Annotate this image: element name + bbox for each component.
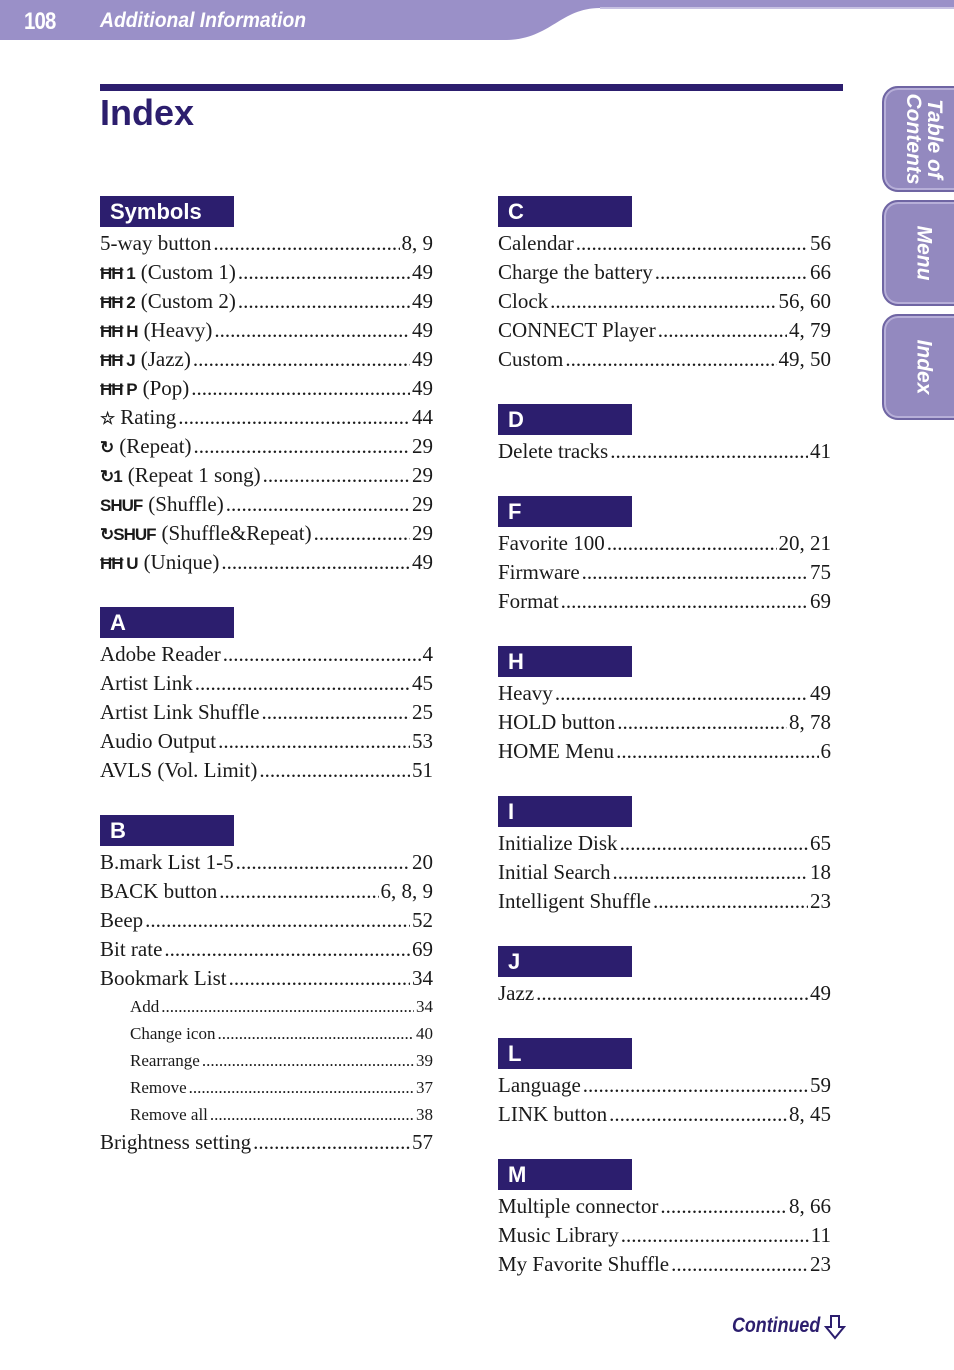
index-entry[interactable] bbox=[100, 669, 433, 698]
dot-leader bbox=[555, 679, 808, 708]
entry-term: Remove bbox=[130, 1078, 187, 1097]
dot-leader bbox=[620, 829, 808, 858]
index-entry[interactable] bbox=[498, 316, 831, 345]
page-number: 108 bbox=[24, 8, 56, 35]
entry-term: (Custom 1) bbox=[140, 260, 236, 284]
index-group bbox=[498, 496, 831, 616]
index-entry[interactable] bbox=[498, 1100, 831, 1129]
entry-term: Change icon bbox=[130, 1024, 216, 1043]
entry-term: Delete tracks bbox=[498, 439, 609, 463]
entry-term: Calendar bbox=[498, 231, 574, 255]
page-title: Index bbox=[100, 92, 195, 133]
entry-term: Favorite 100 bbox=[498, 531, 605, 555]
dot-leader bbox=[213, 229, 399, 258]
symbol-icon: ĦĦ U bbox=[100, 554, 138, 573]
entry-page-numbers[interactable]: 49 bbox=[810, 981, 831, 1005]
dot-leader bbox=[191, 374, 410, 403]
tab-index[interactable] bbox=[882, 314, 954, 420]
dot-leader bbox=[607, 529, 777, 558]
group-header: L bbox=[498, 1038, 632, 1069]
entry-page-numbers[interactable]: 49 bbox=[412, 550, 433, 574]
entry-page-numbers[interactable]: 8, 9 bbox=[401, 231, 433, 255]
symbol-icon: ↻SHUF bbox=[100, 525, 156, 544]
group-header: M bbox=[498, 1159, 632, 1190]
index-entry[interactable] bbox=[498, 1250, 831, 1279]
index-entry[interactable] bbox=[498, 858, 831, 887]
group-header: I bbox=[498, 796, 632, 827]
entry-page-numbers[interactable]: 29 bbox=[412, 521, 433, 545]
entry-term: Rearrange bbox=[130, 1051, 200, 1070]
entry-page-numbers[interactable]: 49, 50 bbox=[778, 347, 831, 371]
dot-leader bbox=[616, 737, 818, 766]
dot-leader bbox=[238, 287, 410, 316]
dot-leader bbox=[193, 345, 410, 374]
index-entry[interactable] bbox=[498, 258, 831, 287]
entry-term: HOLD button bbox=[498, 710, 616, 734]
index-entry[interactable] bbox=[498, 287, 831, 316]
entry-page-numbers[interactable]: 49 bbox=[412, 376, 433, 400]
index-group bbox=[100, 196, 433, 577]
entry-term: (Custom 2) bbox=[140, 289, 236, 313]
entry-page-numbers[interactable]: 44 bbox=[412, 405, 433, 429]
index-entry[interactable] bbox=[498, 587, 831, 616]
entry-term: AVLS (Vol. Limit) bbox=[100, 758, 258, 782]
index-group bbox=[498, 1038, 831, 1129]
entry-page-numbers[interactable]: 40 bbox=[416, 1024, 433, 1043]
symbol-icon: ↻1 bbox=[100, 467, 122, 486]
entry-page-numbers[interactable]: 4, 79 bbox=[789, 318, 831, 342]
index-entry[interactable] bbox=[100, 1047, 433, 1074]
entry-page-numbers[interactable]: 11 bbox=[810, 1223, 831, 1247]
entry-page-numbers[interactable]: 8, 66 bbox=[789, 1194, 831, 1218]
entry-page-numbers[interactable]: 69 bbox=[810, 589, 831, 613]
group-header: F bbox=[498, 496, 632, 527]
dot-leader bbox=[210, 1101, 414, 1128]
index-group bbox=[100, 815, 433, 1157]
dot-leader bbox=[223, 640, 421, 669]
symbol-icon: ĦĦ P bbox=[100, 380, 137, 399]
dot-leader bbox=[214, 316, 410, 345]
index-column-left bbox=[100, 196, 433, 1187]
entry-page-numbers[interactable]: 66 bbox=[810, 260, 831, 284]
entry-term: Initialize Disk bbox=[498, 831, 618, 855]
dot-leader bbox=[189, 1074, 414, 1101]
index-entry[interactable] bbox=[498, 708, 831, 737]
dot-leader bbox=[617, 708, 787, 737]
index-entry[interactable] bbox=[100, 403, 433, 432]
entry-term: LINK button bbox=[498, 1102, 608, 1126]
entry-page-numbers[interactable]: 56 bbox=[810, 231, 831, 255]
entry-term: Add bbox=[130, 997, 160, 1016]
entry-term: Charge the battery bbox=[498, 260, 653, 284]
entry-term: CONNECT Player bbox=[498, 318, 656, 342]
symbol-icon: ĦĦ 2 bbox=[100, 293, 135, 312]
dot-leader bbox=[236, 848, 410, 877]
entry-term: Initial Search bbox=[498, 860, 611, 884]
dot-leader bbox=[658, 316, 787, 345]
entry-page-numbers[interactable]: 45 bbox=[412, 671, 433, 695]
symbol-icon: ĦĦ H bbox=[100, 322, 138, 341]
entry-term: (Repeat) bbox=[119, 434, 192, 458]
tab-label: Menu bbox=[912, 225, 936, 281]
entry-term: Artist Link bbox=[100, 671, 193, 695]
entry-term: Remove all bbox=[130, 1105, 208, 1124]
entry-term: Brightness setting bbox=[100, 1130, 252, 1154]
dot-leader bbox=[218, 727, 410, 756]
dot-leader bbox=[671, 1250, 808, 1279]
dot-leader bbox=[195, 669, 410, 698]
entry-page-numbers[interactable]: 49 bbox=[412, 318, 433, 342]
entry-term: Jazz bbox=[498, 981, 535, 1005]
dot-leader bbox=[609, 1100, 787, 1129]
index-entry[interactable] bbox=[100, 229, 433, 258]
entry-page-numbers[interactable]: 41 bbox=[810, 439, 831, 463]
entry-page-numbers[interactable]: 49 bbox=[810, 681, 831, 705]
tab-label: Index bbox=[912, 339, 936, 395]
index-entry[interactable] bbox=[100, 461, 433, 490]
group-header: C bbox=[498, 196, 632, 227]
index-entry[interactable] bbox=[100, 490, 433, 519]
index-entry[interactable] bbox=[100, 432, 433, 461]
index-entry[interactable] bbox=[100, 519, 433, 548]
tab-table-of-contents[interactable] bbox=[882, 86, 954, 192]
entry-page-numbers[interactable]: 69 bbox=[412, 937, 433, 961]
entry-page-numbers[interactable]: 56, 60 bbox=[778, 289, 831, 313]
index-entry[interactable] bbox=[498, 1192, 831, 1221]
entry-page-numbers[interactable]: 6 bbox=[820, 739, 831, 763]
index-column-right bbox=[498, 196, 831, 1309]
dot-leader bbox=[145, 906, 410, 935]
index-entry[interactable] bbox=[100, 935, 433, 964]
entry-term: Bit rate bbox=[100, 937, 163, 961]
index-group bbox=[100, 607, 433, 785]
entry-term: HOME Menu bbox=[498, 739, 615, 763]
dot-leader bbox=[550, 287, 776, 316]
index-group bbox=[498, 1159, 831, 1279]
entry-term: Format bbox=[498, 589, 559, 613]
entry-page-numbers[interactable]: 29 bbox=[412, 463, 433, 487]
dot-leader bbox=[653, 887, 808, 916]
dot-leader bbox=[261, 698, 410, 727]
symbol-icon: ĦĦ J bbox=[100, 351, 135, 370]
entry-page-numbers[interactable]: 49 bbox=[412, 289, 433, 313]
index-entry[interactable] bbox=[100, 727, 433, 756]
dot-leader bbox=[238, 258, 410, 287]
entry-term: (Shuffle&Repeat) bbox=[161, 521, 312, 545]
index-entry[interactable] bbox=[498, 558, 831, 587]
index-entry[interactable] bbox=[100, 1020, 433, 1047]
index-group bbox=[498, 196, 831, 374]
entry-page-numbers[interactable]: 51 bbox=[412, 758, 433, 782]
index-entry[interactable] bbox=[498, 1221, 831, 1250]
entry-term: (Unique) bbox=[143, 550, 220, 574]
index-entry[interactable] bbox=[100, 993, 433, 1020]
entry-page-numbers[interactable]: 8, 78 bbox=[789, 710, 831, 734]
section-title: Additional Information bbox=[100, 9, 307, 32]
entry-page-numbers[interactable]: 49 bbox=[412, 260, 433, 284]
entry-page-numbers[interactable]: 49 bbox=[412, 347, 433, 371]
entry-term: Bookmark List bbox=[100, 966, 227, 990]
entry-term: Rating bbox=[120, 405, 177, 429]
group-header: B bbox=[100, 815, 234, 846]
entry-page-numbers[interactable]: 4 bbox=[422, 642, 433, 666]
symbol-icon: ☆ bbox=[100, 409, 115, 428]
index-entry[interactable] bbox=[100, 906, 433, 935]
entry-term: Heavy bbox=[498, 681, 553, 705]
entry-page-numbers[interactable]: 75 bbox=[810, 560, 831, 584]
index-entry[interactable] bbox=[498, 887, 831, 916]
entry-page-numbers[interactable]: 59 bbox=[810, 1073, 831, 1097]
entry-page-numbers[interactable]: 38 bbox=[416, 1105, 433, 1124]
dot-leader bbox=[314, 519, 410, 548]
index-entry[interactable] bbox=[100, 345, 433, 374]
dot-leader bbox=[229, 964, 410, 993]
symbol-icon: ĦĦ 1 bbox=[100, 264, 135, 283]
entry-page-numbers[interactable]: 25 bbox=[412, 700, 433, 724]
entry-term: Language bbox=[498, 1073, 581, 1097]
index-group bbox=[498, 404, 831, 466]
entry-term: (Shuffle) bbox=[148, 492, 224, 516]
dot-leader bbox=[164, 935, 410, 964]
index-entry[interactable] bbox=[100, 756, 433, 785]
entry-page-numbers[interactable]: 52 bbox=[412, 908, 433, 932]
entry-page-numbers[interactable]: 53 bbox=[412, 729, 433, 753]
entry-term: 5-way button bbox=[100, 231, 212, 255]
group-header: Symbols bbox=[100, 196, 234, 227]
index-group bbox=[498, 946, 831, 1008]
index-entry[interactable] bbox=[498, 679, 831, 708]
index-entry[interactable] bbox=[498, 979, 831, 1008]
entry-page-numbers[interactable]: 34 bbox=[412, 966, 433, 990]
entry-page-numbers[interactable]: 18 bbox=[810, 860, 831, 884]
dot-leader bbox=[613, 858, 808, 887]
entry-page-numbers[interactable]: 29 bbox=[412, 492, 433, 516]
index-entry[interactable] bbox=[100, 287, 433, 316]
dot-leader bbox=[565, 345, 776, 374]
entry-term: Clock bbox=[498, 289, 549, 313]
entry-term: Multiple connector bbox=[498, 1194, 659, 1218]
entry-page-numbers[interactable]: 34 bbox=[416, 997, 433, 1016]
dot-leader bbox=[263, 461, 410, 490]
dot-leader bbox=[221, 548, 410, 577]
dot-leader bbox=[219, 877, 378, 906]
index-entry[interactable] bbox=[100, 1074, 433, 1101]
index-entry[interactable] bbox=[100, 698, 433, 727]
index-entry[interactable] bbox=[498, 1071, 831, 1100]
dot-leader bbox=[202, 1047, 414, 1074]
entry-term: Custom bbox=[498, 347, 564, 371]
entry-term: Intelligent Shuffle bbox=[498, 889, 651, 913]
index-entry[interactable] bbox=[498, 529, 831, 558]
symbol-icon: ↻ bbox=[100, 438, 114, 457]
index-entry[interactable] bbox=[498, 345, 831, 374]
group-header: J bbox=[498, 946, 632, 977]
dot-leader bbox=[583, 1071, 808, 1100]
entry-term: Beep bbox=[100, 908, 144, 932]
index-entry[interactable] bbox=[100, 877, 433, 906]
arrow-down-icon bbox=[824, 1314, 846, 1340]
group-header: D bbox=[498, 404, 632, 435]
index-entry[interactable] bbox=[100, 1128, 433, 1157]
symbol-icon: SHUF bbox=[100, 496, 143, 515]
dot-leader bbox=[576, 229, 808, 258]
entry-page-numbers[interactable]: 8, 45 bbox=[789, 1102, 831, 1126]
entry-page-numbers[interactable]: 23 bbox=[810, 1252, 831, 1276]
index-entry[interactable] bbox=[100, 1101, 433, 1128]
entry-term: (Heavy) bbox=[143, 318, 213, 342]
entry-page-numbers[interactable]: 6, 8, 9 bbox=[380, 879, 433, 903]
dot-leader bbox=[660, 1192, 787, 1221]
index-group bbox=[498, 796, 831, 916]
title-rule bbox=[100, 84, 843, 91]
dot-leader bbox=[561, 587, 808, 616]
entry-term: Adobe Reader bbox=[100, 642, 221, 666]
tab-menu[interactable] bbox=[882, 200, 954, 306]
entry-page-numbers[interactable]: 20 bbox=[412, 850, 433, 874]
dot-leader bbox=[194, 432, 410, 461]
dot-leader bbox=[161, 993, 414, 1020]
entry-term: B.mark List 1-5 bbox=[100, 850, 234, 874]
entry-page-numbers[interactable]: 29 bbox=[412, 434, 433, 458]
index-entry[interactable] bbox=[100, 374, 433, 403]
dot-leader bbox=[259, 756, 410, 785]
dot-leader bbox=[582, 558, 808, 587]
entry-term: (Repeat 1 song) bbox=[127, 463, 261, 487]
index-entry[interactable] bbox=[100, 548, 433, 577]
entry-term: (Pop) bbox=[142, 376, 190, 400]
index-entry[interactable] bbox=[100, 258, 433, 287]
dot-leader bbox=[178, 403, 410, 432]
entry-page-numbers[interactable]: 65 bbox=[810, 831, 831, 855]
index-entry[interactable] bbox=[498, 829, 831, 858]
tab-label: Table of Contents bbox=[902, 93, 946, 185]
entry-term: BACK button bbox=[100, 879, 218, 903]
index-entry[interactable] bbox=[100, 848, 433, 877]
index-entry[interactable] bbox=[498, 229, 831, 258]
index-entry[interactable] bbox=[100, 964, 433, 993]
entry-term: (Jazz) bbox=[140, 347, 191, 371]
dot-leader bbox=[610, 437, 808, 466]
entry-page-numbers[interactable]: 39 bbox=[416, 1051, 433, 1070]
dot-leader bbox=[536, 979, 808, 1008]
entry-page-numbers[interactable]: 23 bbox=[810, 889, 831, 913]
entry-page-numbers[interactable]: 57 bbox=[412, 1130, 433, 1154]
index-entry[interactable] bbox=[100, 316, 433, 345]
group-header: A bbox=[100, 607, 234, 638]
index-entry[interactable] bbox=[498, 737, 831, 766]
dot-leader bbox=[655, 258, 808, 287]
dot-leader bbox=[217, 1020, 414, 1047]
index-group bbox=[498, 646, 831, 766]
dot-leader bbox=[253, 1128, 410, 1157]
entry-term: Artist Link Shuffle bbox=[100, 700, 260, 724]
index-entry[interactable] bbox=[100, 640, 433, 669]
entry-term: My Favorite Shuffle bbox=[498, 1252, 670, 1276]
dot-leader bbox=[226, 490, 410, 519]
entry-page-numbers[interactable]: 20, 21 bbox=[778, 531, 831, 555]
entry-term: Music Library bbox=[498, 1223, 619, 1247]
group-header: H bbox=[498, 646, 632, 677]
entry-term: Audio Output bbox=[100, 729, 217, 753]
index-entry[interactable] bbox=[498, 437, 831, 466]
dot-leader bbox=[621, 1221, 809, 1250]
entry-page-numbers[interactable]: 37 bbox=[416, 1078, 433, 1097]
entry-term: Firmware bbox=[498, 560, 580, 584]
continued-label[interactable]: Continued bbox=[732, 1314, 821, 1337]
